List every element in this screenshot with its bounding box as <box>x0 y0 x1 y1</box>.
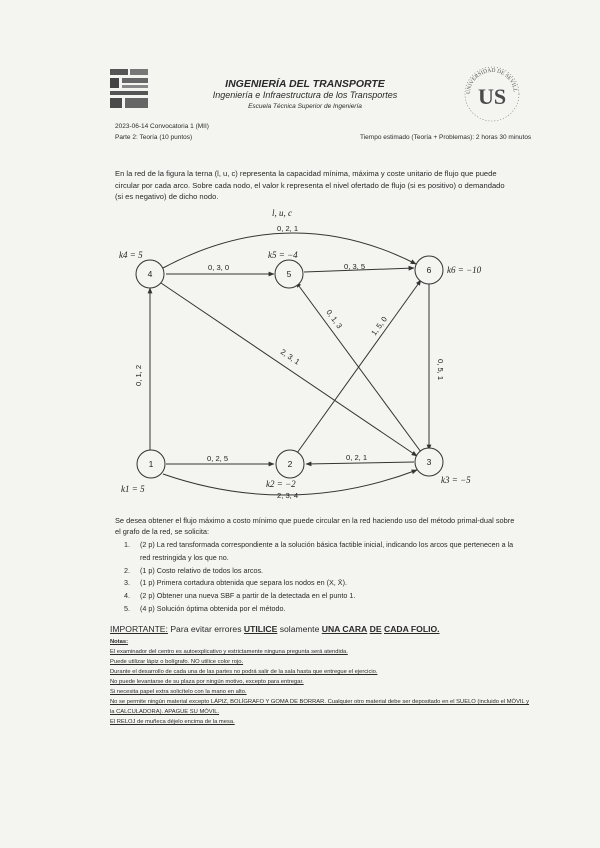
edge-label-3-2: 0, 2, 1 <box>346 453 368 462</box>
note-item: Durante el desarrollo de cada una de las partes no podrá salir de la sala hasta que entregue el ejercicio. <box>110 669 378 675</box>
edge-label-1-4: 0, 1, 2 <box>134 364 143 386</box>
note-item: Puede utilizar lápiz o bolígrafo. NO utilice color rojo. <box>110 659 244 665</box>
task-item: 3. (1 p) Primera cortadura obtenida que separa los nodos en (X, X̄). <box>124 578 347 588</box>
k3-label: k3 = −5 <box>441 475 471 485</box>
university-seal <box>462 64 522 124</box>
graph-legend: l, u, c <box>272 208 292 218</box>
edge-label-1-2: 0, 2, 5 <box>207 454 229 463</box>
task-list <box>124 539 514 616</box>
note-item: No puede levantarse de su plaza por ningún motivo, excepto para entregar. <box>110 679 304 685</box>
edge-label-1-3: 2, 3, 4 <box>277 491 299 500</box>
svg-text:4: 4 <box>147 269 153 279</box>
edge-label-4-6: 0, 2, 1 <box>277 224 299 233</box>
edge-label-3-5: 0, 1, 3 <box>324 307 345 331</box>
svg-text:6: 6 <box>426 265 432 275</box>
node-4 <box>136 260 164 288</box>
node-6 <box>415 256 443 284</box>
note-item: El RELOJ de muñeca déjelo encima de la mesa. <box>110 719 235 725</box>
seal-letters: US <box>477 84 507 109</box>
k1-label: k1 = 5 <box>121 484 145 494</box>
task-intro: Se desea obtener el flujo máximo a costo mínimo que puede circular en la red haciendo uso del método primal-dual sobre el grafo de la red, se solicita: <box>115 516 515 536</box>
exam-time: Tiempo estimado (Teoría + Problemas): 2 horas 30 minutos <box>360 134 532 141</box>
svg-text:1: 1 <box>148 459 154 469</box>
edge-label-5-6: 0, 3, 5 <box>344 262 366 271</box>
svg-text:3: 3 <box>426 457 432 467</box>
task-item: 5. (4 p) Solución óptima obtenida por el método. <box>124 603 286 613</box>
k2-label: k2 = −2 <box>266 479 296 489</box>
k4-label: k4 = 5 <box>119 250 143 260</box>
svg-text:5: 5 <box>286 269 292 279</box>
note-item: No se permite ningún material excepto LÁPIZ, BOLÍGRAFO Y GOMA DE BORRAR. Cualquier otro material debe ser depositado en el SUELO (incluido el MÓVIL y la CALCULADORA). APAGUE SU MÓVIL. <box>110 699 530 715</box>
edge-label-6-3: 0, 5, 1 <box>436 359 445 381</box>
edge-label-4-3: 2, 3, 1 <box>278 347 302 367</box>
instructions-block <box>110 624 530 727</box>
edge-label-4-5: 0, 3, 0 <box>208 263 230 272</box>
task-item: 2. (1 p) Costo relativo de todos los arcos. <box>124 565 264 575</box>
notes-title: Notas: <box>110 639 129 645</box>
exam-date: 2023-06-14 Convocatoria 1 (MII) <box>115 123 209 130</box>
svg-text:2: 2 <box>287 459 293 469</box>
network-graph <box>0 200 600 510</box>
task-item: 4. (2 p) Obtener una nueva SBF a partir de la detectada en el punto 1. <box>124 591 356 601</box>
important-line: IMPORTANTE: Para evitar errores UTILICE solamente UNA CARA DE CADA FOLIO. <box>110 624 440 634</box>
problem-statement: En la red de la figura la terna (l, u, c) representa la capacidad mínima, máxima y coste unitario de flujo que puede circular por cada arco. Sobre cada nodo, el valor k representa el nivel ofertado de flujo (si es positivo) o demandado (si es negativo) de dicho nodo. <box>115 169 505 201</box>
edge-4-3 <box>161 283 417 456</box>
department-name: Ingeniería e Infraestructura de los Transportes <box>212 90 398 100</box>
school-name: Escuela Técnica Superior de Ingeniería <box>248 103 362 110</box>
node-2 <box>276 450 304 478</box>
note-item: Si necesita papel extra solicítelo con la mano en alto. <box>110 689 247 695</box>
edge-3-2 <box>306 462 414 464</box>
node-5 <box>275 260 303 288</box>
course-title: INGENIERÍA DEL TRANSPORTE <box>225 78 385 90</box>
k5-label: k5 = −4 <box>268 250 298 260</box>
node-3 <box>415 448 443 476</box>
seal-ring-text: UNIVERSIDAD DE SEVILL <box>465 67 518 95</box>
exam-part: Parte 2: Teoría (10 puntos) <box>115 134 193 141</box>
task-item: 1. (2 p) La red tansformada correspondiente a la solución básica factible inicial, indicando los arcos que pertenecen a la red restringida y los que no. <box>124 540 514 562</box>
school-logo <box>108 67 152 111</box>
note-item: El examinador del centro es autoexplicativo y estrictamente ninguna pregunta será atendida. <box>110 649 348 655</box>
edge-label-2-6: 1, 5, 0 <box>369 314 390 338</box>
k6-label: k6 = −10 <box>447 265 482 275</box>
node-1 <box>137 450 165 478</box>
